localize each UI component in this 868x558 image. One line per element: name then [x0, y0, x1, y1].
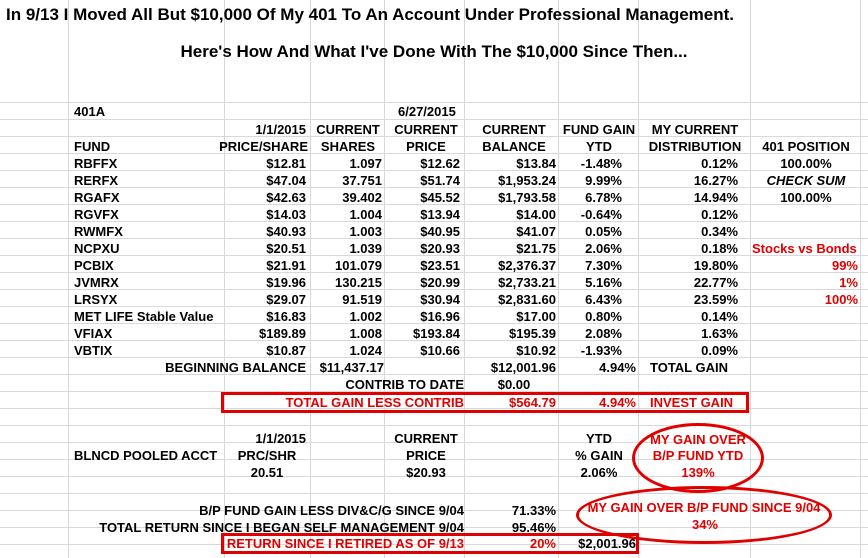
- row-distribution: 14.94%: [693, 190, 738, 205]
- row-fund-gain-ytd: 2.08%: [585, 326, 622, 341]
- row-current-price: $16.96: [420, 309, 460, 324]
- pooled-prc-shr: PRC/SHR: [237, 448, 297, 463]
- retired-pct: 20%: [529, 536, 556, 551]
- row-fund-name: VFIAX: [74, 326, 113, 341]
- header-ytd: YTD: [586, 139, 612, 154]
- header-price-top: CURRENT: [394, 122, 458, 137]
- pooled-date: 1/1/2015: [255, 431, 306, 446]
- row-current-balance: $10.92: [516, 343, 556, 358]
- pooled-pct-gain-header: % GAIN: [575, 448, 623, 463]
- row-current-price: $20.93: [420, 241, 460, 256]
- row-fund-gain-ytd: 0.80%: [585, 309, 622, 324]
- row-fund-gain-ytd: 6.43%: [585, 292, 622, 307]
- pooled-ytd-value: 2.06%: [580, 465, 618, 480]
- row-fund-name: MET LIFE Stable Value: [74, 309, 214, 324]
- since-904-line1: MY GAIN OVER B/P FUND SINCE 9/04: [587, 500, 821, 515]
- row-current-balance: $2,733.21: [498, 275, 556, 290]
- row-start-price: $10.87: [266, 343, 306, 358]
- row-shares: 101.079: [335, 258, 382, 273]
- row-start-price: $21.91: [266, 258, 306, 273]
- row-fund-name: JVMRX: [74, 275, 119, 290]
- row-current-price: $193.84: [413, 326, 460, 341]
- retired-label: RETURN SINCE I RETIRED AS OF 9/13: [226, 536, 464, 551]
- grid-col-line: [860, 0, 861, 558]
- pooled-price-header: PRICE: [406, 448, 446, 463]
- total-pct: 100%: [824, 292, 858, 307]
- row-fund-name: RGAFX: [74, 190, 120, 205]
- row-shares: 39.402: [342, 190, 382, 205]
- row-fund-gain-ytd: 0.05%: [585, 224, 622, 239]
- row-fund-name: NCPXU: [74, 241, 120, 256]
- row-start-price: $40.93: [266, 224, 306, 239]
- pooled-current-value: $20.93: [406, 465, 446, 480]
- row-current-balance: $21.75: [516, 241, 556, 256]
- row-fund-name: RERFX: [74, 173, 119, 188]
- row-shares: 1.097: [349, 156, 382, 171]
- row-current-balance: $41.07: [516, 224, 556, 239]
- pooled-start-value: 20.51: [250, 465, 284, 480]
- header-price: PRICE: [406, 139, 446, 154]
- row-fund-name: VBTIX: [74, 343, 113, 358]
- row-current-balance: $14.00: [516, 207, 556, 222]
- row-shares: 1.039: [349, 241, 382, 256]
- row-start-price: $29.07: [266, 292, 306, 307]
- grid-col-line: [310, 0, 311, 558]
- check-sum-value: 100.00%: [780, 190, 832, 205]
- row-fund-name: PCBIX: [74, 258, 114, 273]
- row-start-price: $47.04: [266, 173, 306, 188]
- row-distribution: 0.12%: [701, 207, 738, 222]
- header-401-position: 401 POSITION: [762, 139, 850, 154]
- header-fund-gain: FUND GAIN: [562, 122, 636, 137]
- stocks-vs-bonds-label: Stocks vs Bonds: [752, 241, 857, 256]
- row-shares: 130.215: [335, 275, 382, 290]
- grid-row-line: [0, 102, 868, 103]
- retired-value: $2,001.96: [578, 536, 636, 551]
- row-distribution: 23.59%: [693, 292, 738, 307]
- row-distribution: 0.09%: [701, 343, 738, 358]
- row-shares: 37.751: [342, 173, 382, 188]
- ytd-oval-line1: MY GAIN OVER: [650, 432, 746, 447]
- row-fund-name: RGVFX: [74, 207, 119, 222]
- row-start-price: $42.63: [266, 190, 306, 205]
- row-current-balance: $195.39: [509, 326, 556, 341]
- row-fund-name: RBFFX: [74, 156, 118, 171]
- header-price-share: PRICE/SHARE: [219, 139, 308, 154]
- row-fund-gain-ytd: -1.48%: [580, 156, 622, 171]
- row-start-price: $189.89: [259, 326, 306, 341]
- beginning-balance-label: BEGINNING BALANCE: [165, 360, 306, 375]
- row-shares: 91.519: [342, 292, 382, 307]
- less-contrib-value: $564.79: [509, 395, 556, 410]
- pooled-current-header: CURRENT: [394, 431, 458, 446]
- row-fund-gain-ytd: 6.78%: [585, 190, 622, 205]
- row-shares: 1.008: [349, 326, 382, 341]
- page-subtitle: Here's How And What I've Done With The $10,000 Since Then...: [180, 42, 688, 61]
- less-contrib-label: TOTAL GAIN LESS CONTRIB: [285, 395, 464, 410]
- row-distribution: 0.12%: [701, 156, 738, 171]
- ytd-oval-line2: B/P FUND YTD: [652, 448, 744, 463]
- row-current-price: $51.74: [420, 173, 460, 188]
- grid-col-line: [558, 0, 559, 558]
- row-current-price: $12.62: [420, 156, 460, 171]
- header-date: 6/27/2015: [398, 104, 456, 119]
- row-current-price: $13.94: [420, 207, 460, 222]
- row-fund-gain-ytd: 5.16%: [585, 275, 622, 290]
- row-distribution: 1.63%: [701, 326, 738, 341]
- check-sum-label: CHECK SUM: [766, 173, 846, 188]
- row-current-price: $23.51: [420, 258, 460, 273]
- row-current-balance: $13.84: [516, 156, 556, 171]
- header-shares-top: CURRENT: [316, 122, 380, 137]
- total-gain-label: TOTAL GAIN: [650, 360, 728, 375]
- row-current-balance: $2,831.60: [498, 292, 556, 307]
- row-shares: 1.024: [349, 343, 382, 358]
- row-fund-gain-ytd: 2.06%: [585, 241, 622, 256]
- row-current-price: $10.66: [420, 343, 460, 358]
- grid-row-line: [0, 425, 868, 426]
- row-current-price: $40.95: [420, 224, 460, 239]
- row-shares: 1.002: [349, 309, 382, 324]
- since-904-line2: 34%: [691, 517, 718, 532]
- row-current-balance: $17.00: [516, 309, 556, 324]
- pooled-account-label: BLNCD POOLED ACCT: [74, 448, 218, 463]
- total-return-label: TOTAL RETURN SINCE I BEGAN SELF MANAGEMENT 9/04: [99, 520, 464, 535]
- stocks-pct: 99%: [831, 258, 858, 273]
- header-fund: FUND: [74, 139, 111, 154]
- row-fund-gain-ytd: -0.64%: [580, 207, 622, 222]
- row-current-price: $20.99: [420, 275, 460, 290]
- row-shares: 1.004: [349, 207, 382, 222]
- beginning-balance-value: $11,437.17: [319, 360, 384, 375]
- page-title: In 9/13 I Moved All But $10,000 Of My 401 To An Account Under Professional Management.: [6, 5, 735, 24]
- total-return-value: 95.46%: [511, 520, 556, 535]
- total-balance: $12,001.96: [490, 360, 556, 375]
- header-distribution-top: MY CURRENT: [651, 122, 739, 137]
- row-distribution: 0.34%: [701, 224, 738, 239]
- grid-col-line: [68, 0, 69, 558]
- row-start-price: $12.81: [266, 156, 306, 171]
- bp-fund-gain-value: 71.33%: [511, 503, 556, 518]
- bp-fund-gain-label: B/P FUND GAIN LESS DIV&C/G SINCE 9/04: [199, 503, 464, 518]
- total-pct-gain: 4.94%: [599, 360, 636, 375]
- row-current-balance: $1,793.58: [498, 190, 556, 205]
- grid-col-line: [384, 0, 385, 558]
- row-fund-gain-ytd: 7.30%: [585, 258, 622, 273]
- row-fund-name: RWMFX: [74, 224, 123, 239]
- row-start-price: $19.96: [266, 275, 306, 290]
- row-current-price: $30.94: [420, 292, 460, 307]
- section-label: 401A: [74, 104, 106, 119]
- header-balance-top: CURRENT: [482, 122, 546, 137]
- header-shares: SHARES: [320, 139, 376, 154]
- contrib-value: $0.00: [497, 377, 531, 392]
- row-current-balance: $1,953.24: [498, 173, 556, 188]
- row-distribution: 0.14%: [701, 309, 738, 324]
- row-distribution: 0.18%: [701, 241, 738, 256]
- header-price-date: 1/1/2015: [255, 122, 306, 137]
- row-fund-gain-ytd: -1.93%: [580, 343, 622, 358]
- row-shares: 1.003: [349, 224, 382, 239]
- row-fund-name: LRSYX: [74, 292, 118, 307]
- header-balance: BALANCE: [482, 139, 546, 154]
- row-distribution: 19.80%: [693, 258, 738, 273]
- invest-pct: 4.94%: [599, 395, 636, 410]
- row-start-price: $20.51: [266, 241, 306, 256]
- row-distribution: 16.27%: [693, 173, 738, 188]
- row-current-price: $45.52: [420, 190, 460, 205]
- header-distribution: DISTRIBUTION: [648, 139, 742, 154]
- pooled-ytd-header: YTD: [586, 431, 612, 446]
- position-value: 100.00%: [780, 156, 832, 171]
- ytd-oval-line3: 139%: [681, 465, 715, 480]
- bonds-pct: 1%: [839, 275, 858, 290]
- row-start-price: $14.03: [266, 207, 306, 222]
- contrib-label: CONTRIB TO DATE: [345, 377, 464, 392]
- row-distribution: 22.77%: [693, 275, 738, 290]
- invest-gain-label: INVEST GAIN: [650, 395, 734, 410]
- grid-col-line: [464, 0, 465, 558]
- row-start-price: $16.83: [266, 309, 306, 324]
- row-fund-gain-ytd: 9.99%: [585, 173, 622, 188]
- row-current-balance: $2,376.37: [498, 258, 556, 273]
